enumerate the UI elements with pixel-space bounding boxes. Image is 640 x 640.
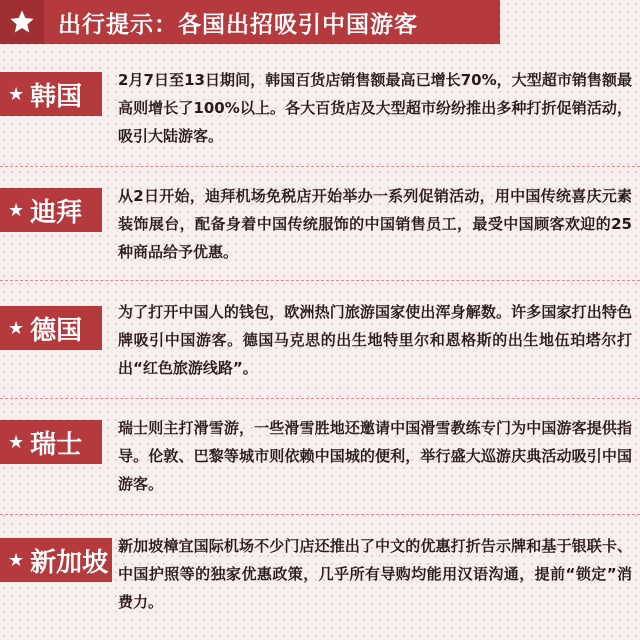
- star-icon: ★: [8, 83, 25, 105]
- country-label-germany: [0, 306, 102, 350]
- country-label-switzerland: [0, 420, 102, 464]
- star-icon: ★: [8, 549, 25, 571]
- country-name: 德国: [30, 315, 83, 346]
- header-badge: [0, 0, 44, 44]
- country-name: 韩国: [30, 81, 83, 112]
- header-banner: [0, 0, 500, 44]
- section-divider: [0, 280, 640, 281]
- section-text: 为了打开中国人的钱包，欧洲热门旅游国家使出浑身解数。许多国家打出特色牌吸引中国游客。德国马克思的出生地特里尔和恩格斯的出生地伍珀塔尔打出“红色旅游线路”。: [118, 303, 632, 377]
- section-divider: [0, 398, 640, 399]
- star-icon: ★: [8, 431, 25, 453]
- section-divider: [0, 166, 640, 167]
- section-text: 瑞士则主打滑雪游，一些滑雪胜地还邀请中国滑雪教练专门为中国游客提供指导。伦敦、巴黎等城市则依赖中国城的便利，举行盛大巡游庆典活动吸引中国游客。: [118, 419, 632, 493]
- star-icon: ★: [8, 199, 25, 221]
- country-name: 新加坡: [30, 547, 109, 578]
- country-label-korea: [0, 72, 102, 116]
- section-text: 从2日开始，迪拜机场免税店开始举办一系列促销活动，用中国传统喜庆元素装饰展台，配备身着中国传统服饰的中国销售员工，最受中国顾客欢迎的25种商品给予优惠。: [118, 187, 632, 261]
- section-text: 2月7日至13日期间，韩国百货店销售额最高已增长70%，大型超市销售额最高则增长了100%以上。各大百货店及大型超市纷纷推出多种打折促销活动，吸引大陆游客。: [118, 71, 632, 145]
- country-label-singapore: [0, 538, 112, 582]
- country-label-dubai: [0, 188, 102, 232]
- country-name: 瑞士: [30, 429, 83, 460]
- country-name: 迪拜: [30, 197, 83, 228]
- page-title: 出行提示：各国出招吸引中国游客: [58, 11, 418, 38]
- star-icon: [8, 8, 36, 36]
- section-divider: [0, 514, 640, 515]
- star-icon: ★: [8, 317, 25, 339]
- section-text: 新加坡樟宜国际机场不少门店还推出了中文的优惠打折告示牌和基于银联卡、中国护照等的独家优惠政策，几乎所有导购均能用汉语沟通，提前“锁定”消费力。: [118, 537, 632, 611]
